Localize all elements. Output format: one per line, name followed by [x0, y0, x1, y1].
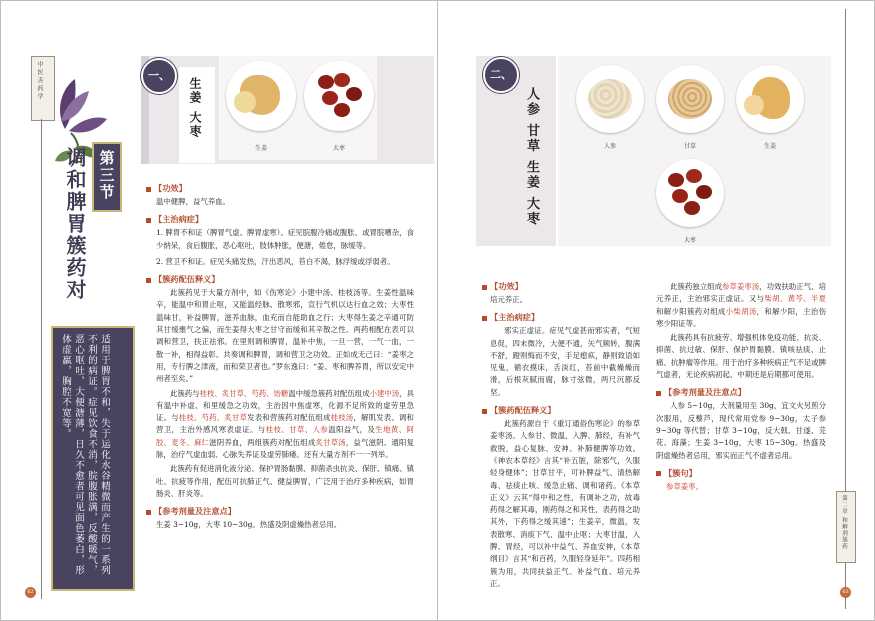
right-page: [438, 1, 874, 620]
pair-number: 二、: [490, 68, 512, 81]
right-content-column-2: [656, 281, 826, 493]
herb-caption-shengjiang: 生姜: [763, 143, 776, 150]
pair-number-badge: [483, 57, 519, 93]
section-marker-icon: [146, 187, 151, 192]
left-content: [146, 183, 414, 532]
left-page: [1, 1, 437, 620]
dosage-heading: [656, 387, 826, 398]
tip-heading: [656, 468, 826, 479]
formula-highlight: 小建中汤: [369, 388, 400, 398]
formula-highlight: 小柴胡汤: [725, 306, 757, 316]
section-marker-icon: [482, 316, 487, 321]
section-label: 第三节: [97, 150, 116, 201]
herb-image-dazao: [656, 159, 724, 227]
dosage-heading: [146, 506, 414, 517]
section-marker-icon: [482, 409, 487, 414]
herb-image-renshen: [576, 65, 644, 133]
pair-number-badge: [141, 58, 177, 94]
tip-title: 【簇句】: [664, 467, 697, 478]
compatibility-heading: [482, 405, 640, 416]
dosage-title: 【参考剂量及注意点】: [664, 387, 746, 398]
herb-image-shengjiang: [736, 65, 804, 133]
chapter-title: 调和脾胃簇药对: [63, 147, 87, 301]
indication-heading: [482, 312, 640, 323]
herb-caption-gancao: 甘草: [683, 143, 696, 150]
herb-caption-dazao: 大枣: [683, 237, 696, 244]
tip-text: 参草姜枣。: [666, 481, 703, 491]
intro-text: 适用于脾胃不和，失于运化水谷精微而产生的一系列不利的病证。症见饮食不消，脘腹胀满，反酸暖气，恶心呕吐，大便溏薄，日久不愈者可见面色萎白，形体虚羸，胸腔不宽等。: [60, 334, 110, 576]
section-marker-icon: [146, 510, 151, 515]
section-label-box: [92, 142, 122, 212]
section-marker-icon: [656, 471, 661, 476]
right-content-column-1: [482, 281, 640, 590]
pair-number: 一、: [148, 69, 170, 82]
compatibility-title: 【簇药配伍释义】: [154, 274, 220, 285]
herb-caption-shengjiang: 生姜: [254, 145, 267, 152]
dosage-text: 人参 5~10g，大剂量用至 30g，宜文火另煎分次服用，反藜芦，现代常用党参 9~30g，太子参 9~30g 等代替；甘草 3~10g，反大戟、甘遂、芫花、海藻；生姜 3~10g，大枣 15~30g。热盛及阴虚燥热者忌用，邪实而正气不虚者忌用。: [656, 401, 826, 460]
effect-text: 培元养正。: [490, 295, 527, 304]
effect-title: 【功效】: [490, 281, 523, 291]
formula-highlight: 参草姜枣汤: [722, 282, 760, 291]
intro-panel: [51, 326, 135, 591]
left-spine-line: [41, 119, 42, 599]
formula-highlight: 柴胡、黄芩、半夏: [764, 294, 826, 304]
dosage-text: 生姜 3~10g，大枣 10~30g。热盛及阴虚燥热者忌用。: [156, 520, 342, 530]
herb-image-shengjiang: [226, 61, 296, 131]
section-marker-icon: [146, 278, 151, 283]
dosage-title: 【参考剂量及注意点】: [154, 506, 236, 517]
compatibility-p3: 此簇药具有抗疲劳、增强机体免疫功能、抗炎、抑菌、抗过敏、保肝、保护胃黏膜、镇咳祛痰、止痛、抗肿瘤等作用。用于治疗多种疾病正气不足或脾气虚者，无论疾病初起、中期还是后期都可使用。: [656, 333, 826, 380]
compatibility-p2: 此簇药与桂枝、炙甘草、芍药、饴糖温中缓急簇药对配伍组成小建中汤，具有温中补虚、和里缓急之功效，主治因中焦虚寒，化源不足所致的虚劳里急证。与桂枝、芍药、炙甘草发表和营簇药对配伍组成桂枝汤，解肌发表、调和营卫，主治外感风寒表虚证。与桂枝、甘草、人参温阳益气，及生地黄、阿胶、麦冬、麻仁滋阴养血，两组簇药对配伍组成炙甘草汤，益气滋阴、通阳复脉，治疗气虚血弱、心脉失养证及虚劳肺痿。还有大量方剂不一一列举。: [156, 388, 414, 460]
indication-item-2: 2. 营卫不和证。症见头痛发热，汗出恶风，苔白不渴，脉浮缓或浮弱者。: [156, 256, 395, 266]
indication-text: 邪实正虚证。症见气虚甚而邪实者，气短息促，四末微冷，大便不通，矢气频转，腹满不舒，蹬则悔而不安，手足瘛疭，静则致语如见鬼，循衣摸床，舌淡红，苔前中截燥燥而滑，后根灰腻而腐，脉寸弦微，两尺沉都反坚。: [490, 326, 640, 397]
formula-highlight: 桂枝、炙甘草、芍药、饴糖: [199, 388, 289, 398]
effect-text: 温中健脾，益气养血。: [156, 197, 230, 206]
formula-highlight: 桂枝、芍药、炙甘草: [178, 413, 248, 423]
compatibility-p1: 此簇药见于大量方剂中，如《伤寒论》小建中汤、桂枝汤等。生姜性温味辛，能温中和胃止呕，又能温经脉、散寒邪，宣行气机以达行血之效；大枣性温味甘，补益脾胃，滋养血脉，血充而自能助血之行；大枣得生姜之辛通可防其甘缓壅气之偏，而生姜得大枣之甘守而缓和其辛散之性。两药相配在表可以调和营卫，扶正祛邪。在里则调和脾胃，温补中焦，一旦一营，一气一血，一散一补，相得益彰。共奏调和脾胃，调和营卫之功效。正如成无己曰：“姜枣之用，专行脾之津液，而和荣卫者也。”罗东逸曰：“姜、枣和脾养胃，所以安定中州者至矣。”: [156, 288, 414, 384]
herb-caption-dazao: 大枣: [332, 145, 345, 152]
indication-item-1: 1. 脾胃不和证（脾胃气虚、脾胃虚寒）。症见脘腹冷痛或腹胀、或胃脘嘈杂，食少纳呆，食后腹胀，恶心呕吐，肢体肿胀，便溏，倦怠，脉缓等。: [156, 228, 414, 250]
herb-caption-renshen: 人参: [603, 143, 616, 150]
effect-heading: [482, 281, 640, 292]
section-marker-icon: [656, 391, 661, 396]
herb-image-dazao: [304, 61, 374, 131]
pair-name: 人参 甘草 生姜 大枣: [524, 87, 539, 227]
formula-highlight: 炙甘草汤: [315, 437, 346, 447]
pair-name: 生姜 大枣: [188, 77, 202, 140]
effect-title: 【功效】: [154, 183, 187, 193]
formula-highlight: 生地黄、阿胶、麦冬、麻仁: [156, 425, 414, 447]
section-marker-icon: [482, 285, 487, 290]
formula-highlight: 桂枝、甘草、人参: [265, 425, 329, 435]
left-page-number: 62: [25, 587, 36, 598]
right-page-number: 63: [840, 587, 851, 598]
compatibility-p2: 此簇药独立组成参草姜枣汤，功效扶助正气、培元养正，主治邪实正虚证。又与柴胡、黄芩、半夏和解少阳簇药对组成小柴胡汤，和解少阳，主治伤寒少阳证等。: [656, 282, 826, 328]
compatibility-p3: 此簇药有促进消化液分泌、保护胃肠黏膜、抑菌杀虫抗炎、保肝、镇痛、镇吐、抗疲等作用，配伍可抗肺正气、健益脾胃，广泛用于治疗多种疾病，如胃肠炎、肝炎等。: [156, 464, 414, 498]
compatibility-heading: [146, 274, 414, 285]
left-spine-label: 中医舌药学: [36, 61, 43, 101]
compatibility-title: 【簇药配伍释义】: [490, 405, 556, 416]
indication-heading: [146, 214, 414, 225]
formula-highlight: 桂枝汤: [330, 413, 354, 423]
herb-image-gancao: [656, 65, 724, 133]
pair-name-box: [179, 67, 215, 163]
indication-title: 【主治病症】: [490, 312, 540, 323]
effect-heading: [146, 183, 414, 194]
compatibility-p1: 此簇药源自于《重订通俗伤寒论》的参草姜枣汤。人参甘、微温，入脾、肺经，有补气救脱，益心复脉、安神、补肺健脾等功效。《神农本草经》言其“补五脏，除邪气，久服轻身健体”；甘草甘平，可补脾益气、清热解毒、祛痰止咳、缓急止痛、调和诸药。《本草正义》云其“得中和之性，有调补之功，故毒药得之解其毒，刚药得之和其性，表药得之助其外，下药得之缓其速”；生姜辛，微温，发表散寒、消痰下气、温中止呕；大枣甘温，入脾、胃经，可以补中益气、养血安神，《本草纲目》言其“和百药，久服轻身延年”。四药相簇为用，共同扶益正气、补益气血、培元养正。: [490, 419, 640, 588]
right-spine-label: 第二章 和解剂簇药: [841, 495, 847, 550]
indication-title: 【主治病症】: [154, 214, 204, 225]
section-marker-icon: [146, 218, 151, 223]
